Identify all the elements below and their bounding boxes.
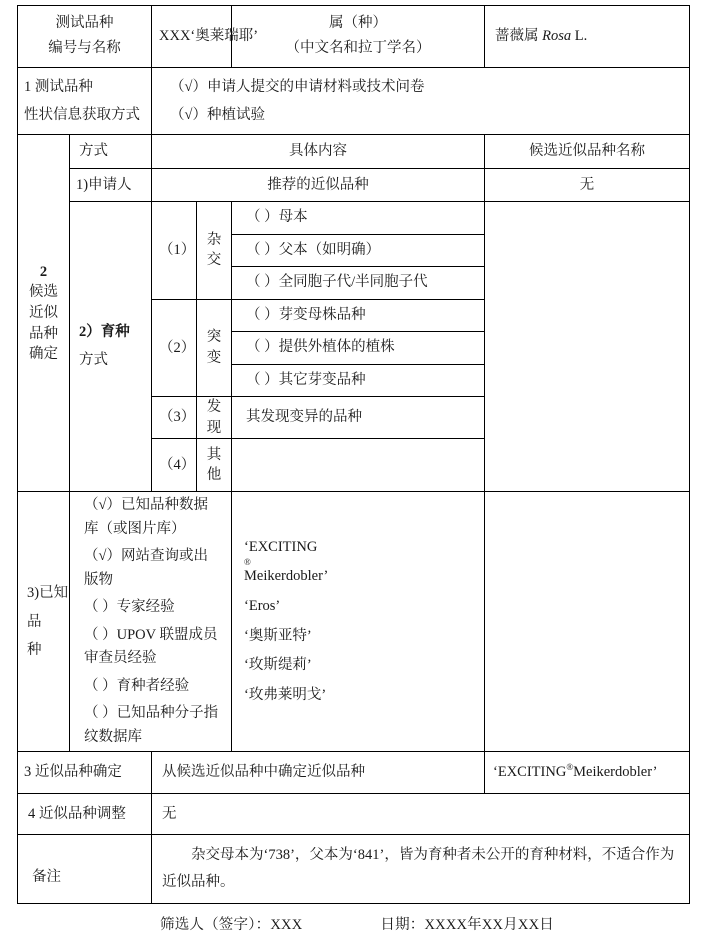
known-label: 3)已知品 种 (27, 585, 69, 658)
table-row-section4 (18, 793, 690, 834)
breeding-label: 2）育种 方式 (79, 324, 130, 368)
genus-value-cn: 蔷薇属 (495, 28, 539, 45)
applicant-label: 1)申请人 (76, 176, 132, 193)
variety-id-label-cell (18, 6, 152, 68)
section3-content-cell (152, 752, 485, 793)
breeding-item-mutation-other: （ ）其它芽变品种 (232, 364, 485, 396)
breeding-item-cross-mother: （ ）母本 (232, 202, 485, 234)
known-option-breeder-experience: （ ）育种者经验 (84, 677, 190, 694)
section1-option-application-materials: （√）申请人提交的申请材料或技术问卷 (170, 78, 425, 95)
breeding-item-mutation-explant: （ ）提供外植体的植株 (232, 332, 485, 364)
section4-label: 4 近似品种调整 (28, 805, 126, 822)
document-page (0, 5, 703, 933)
known-candidate-list (232, 527, 484, 717)
section2-row-label-cell (18, 135, 70, 492)
section1-option-planting-trial: （√）种植试验 (170, 107, 265, 124)
section1-options-cell (152, 67, 690, 135)
genus-label-cell (232, 6, 485, 68)
list-item: ‘奥斯亚特’ (244, 627, 312, 644)
breeding-group-type-discovery: 发 现 (197, 397, 232, 439)
known-option-upov-examiner: （ ）UPOV 联盟成员审查员经验 (84, 626, 218, 667)
applicant-candidate-cell (485, 168, 690, 201)
section1-label-line2: 性状信息获取方式 (24, 107, 140, 124)
table-row-breeding-cross-1 (18, 202, 690, 234)
breeding-item-cross-father: （ ）父本（如明确） (232, 234, 485, 266)
section3-candidate-cell (485, 752, 690, 793)
breeding-group-type-mutation: 突 变 (197, 299, 232, 396)
signature-date: 日期：XXXX年XX月XX日 (380, 916, 554, 933)
known-candidates-cell (232, 492, 485, 752)
genus-value-latin: Rosa (542, 28, 572, 45)
section3-label-cell (18, 752, 152, 793)
section3-candidate: ‘EXCITING®Meikerdobler’ (493, 762, 658, 781)
section2-row-label: 2 候选 近似 品种 确定 (29, 263, 58, 363)
table-row-known-varieties (18, 492, 690, 752)
breeding-item-mutation-parent: （ ）芽变母株品种 (232, 299, 485, 331)
genus-value-authority: L. (574, 28, 588, 45)
breeding-group-number-mutation: （2） (152, 299, 197, 396)
section4-label-cell (18, 793, 152, 834)
applicant-label-cell (70, 168, 152, 201)
list-item: ‘EXCITING ® Meikerdobler’ (244, 538, 329, 585)
breeding-item-other (232, 439, 485, 492)
col-header-candidate: 候选近似品种名称 (529, 143, 646, 160)
breeding-group-type-cross: 杂 交 (197, 202, 232, 299)
known-option-website-publication: （√）网站查询或出版物 (84, 548, 208, 588)
list-item: ‘Eros’ (244, 597, 281, 614)
variety-label-line1: 测试品种 (55, 15, 114, 31)
genus-label-line2: （中文名和拉丁学名） (285, 40, 431, 57)
applicant-candidate: 无 (579, 176, 595, 193)
table-row-applicant (18, 168, 690, 201)
list-item: ‘玫弗莱明戈’ (244, 687, 327, 704)
known-label-cell (18, 492, 70, 752)
breeding-label-cell (70, 202, 152, 492)
known-options-cell (70, 492, 232, 752)
breeding-group-number-cross: （1） (152, 202, 197, 299)
col-header-method: 方式 (79, 143, 108, 160)
screener-signature: 筛选人（签字）：XXX (160, 916, 303, 933)
breeding-candidate-cell (485, 202, 690, 492)
variety-value-cell (152, 6, 259, 68)
col-header-candidate-cell (485, 135, 690, 168)
applicant-content: 推荐的近似品种 (267, 176, 369, 193)
applicant-content-cell (152, 168, 485, 201)
list-item: ‘玫斯缇莉’ (244, 657, 312, 674)
genus-label-line1: 属（种） (329, 15, 388, 31)
known-option-variety-database: （√）已知品种数据库（或图片库） (84, 497, 208, 537)
remarks-label: 备注 (32, 868, 61, 885)
section3-content: 从候选近似品种中确定近似品种 (162, 764, 365, 781)
section1-label-line1: 1 测试品种 (24, 78, 93, 95)
remarks-text: 杂交母本为‘738’，父本为‘841’，皆为育种者未公开的育种材料，不适合作为近似品种。 (162, 847, 675, 890)
table-row-section1 (18, 67, 690, 135)
genus-value-cell (485, 6, 690, 68)
section4-content: 无 (162, 805, 177, 822)
variety-screening-form (17, 5, 690, 904)
section4-content-cell (152, 793, 690, 834)
known-option-fingerprint-database: （ ）已知品种分子指纹数据库 (84, 705, 219, 745)
breeding-group-number-other: （4） (152, 439, 197, 492)
col-header-method-cell (70, 135, 152, 168)
breeding-group-type-other: 其 他 (197, 439, 232, 492)
col-header-content-cell (152, 135, 485, 168)
section1-label-cell (18, 67, 152, 135)
signature-line (0, 913, 703, 934)
breeding-item-discovery: 其发现变异的品种 (232, 397, 485, 439)
table-row-section3 (18, 752, 690, 793)
table-row-header (18, 6, 690, 68)
variety-value: XXX‘奥莱瑞耶’ (159, 28, 259, 45)
variety-label-line2: 编号与名称 (48, 40, 121, 57)
table-row-section2-headers (18, 135, 690, 168)
section3-label: 3 近似品种确定 (24, 764, 122, 781)
breeding-item-cross-sibling: （ ）全同胞子代/半同胞子代 (232, 267, 485, 299)
col-header-content: 具体内容 (289, 143, 347, 160)
breeding-group-number-discovery: （3） (152, 397, 197, 439)
known-option-expert-experience: （ ）专家经验 (84, 599, 175, 616)
